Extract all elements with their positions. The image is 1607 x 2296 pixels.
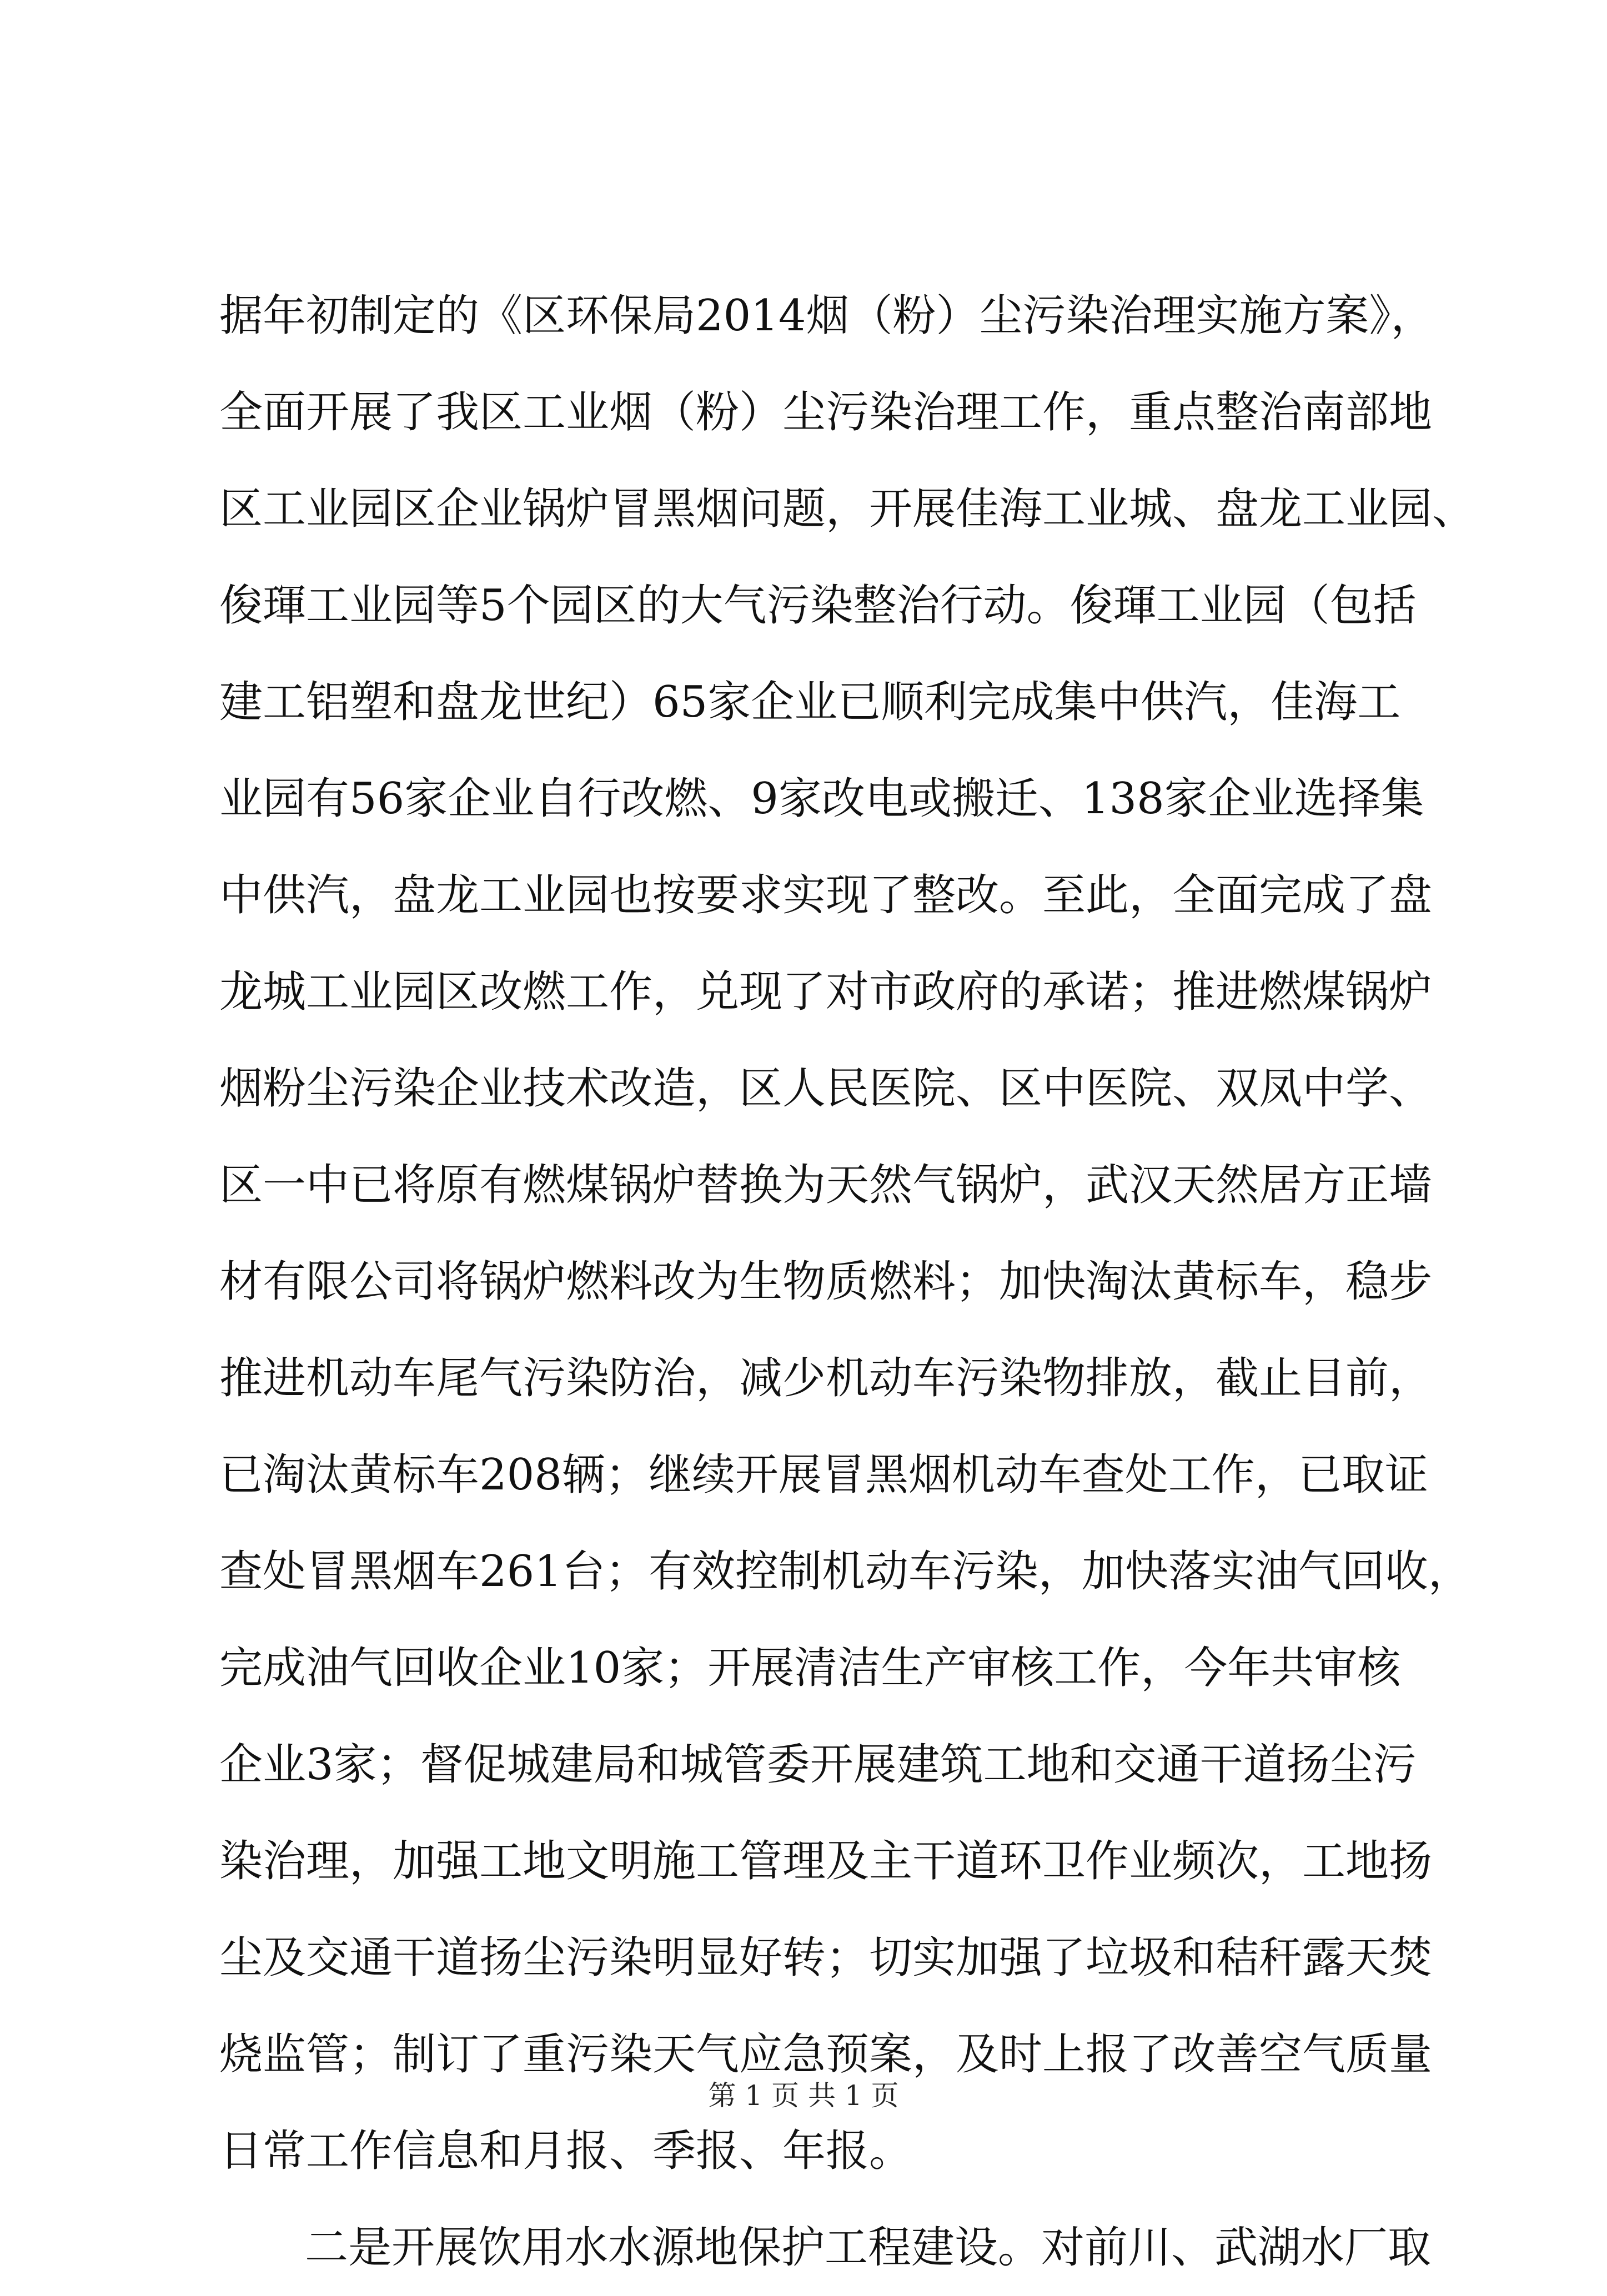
text-line-paragraph-end: 日常工作信息和月报、季报、年报。 — [219, 2126, 913, 2176]
text-line: 俊琿工业园等5个园区的大气污染整治行动。俊琿工业园（包括 — [219, 581, 1417, 631]
text-line: 烟粉尘污染企业技术改造，区人民医院、区中医院、双凤中学、 — [219, 1064, 1433, 1114]
text-line: 染治理，加强工地文明施工管理及主干道环卫作业频次，工地扬 — [219, 1836, 1433, 1886]
text-line: 尘及交通干道扬尘污染明显好转；切实加强了垃圾和秸秆露天焚 — [219, 1933, 1433, 1983]
text-line: 据年初制定的《区环保局2014烟（粉）尘污染治理实施方案》， — [219, 291, 1434, 341]
text-line: 查处冒黑烟车261台；有效控制机动车污染，加快落实油气回收， — [219, 1547, 1472, 1597]
text-line: 区工业园区企业锅炉冒黑烟问题，开展佳海工业城、盘龙工业园、 — [219, 484, 1476, 534]
text-line: 材有限公司将锅炉燃料改为生物质燃料；加快淘汰黄标车，稳步 — [219, 1257, 1433, 1307]
text-line: 烧监管；制订了重污染天气应急预案，及时上报了改善空气质量 — [219, 2030, 1433, 2080]
text-line: 中供汽，盘龙工业园也按要求实现了整改。至此，全面完成了盘 — [219, 870, 1433, 920]
text-line: 龙城工业园区改燃工作，兑现了对市政府的承诺；推进燃煤锅炉 — [219, 967, 1433, 1017]
page-footer: 第 1 页 共 1 页 — [708, 2080, 899, 2112]
text-line: 区一中已将原有燃煤锅炉替换为天然气锅炉，武汉天然居方正墙 — [219, 1160, 1433, 1210]
text-line: 推进机动车尾气污染防治，减少机动车污染物排放，截止目前， — [219, 1353, 1433, 1403]
text-line: 建工铝塑和盘龙世纪）65家企业已顺利完成集中供汽，佳海工 — [219, 677, 1401, 727]
text-line: 已淘汰黄标车208辆；继续开展冒黑烟机动车查处工作，已取证 — [219, 1450, 1428, 1500]
text-line-paragraph-start: 二是开展饮用水水源地保护工程建设。对前川、武湖水厂取 — [305, 2223, 1432, 2273]
text-line: 完成油气回收企业10家；开展清洁生产审核工作，今年共审核 — [219, 1643, 1401, 1693]
text-line: 全面开展了我区工业烟（粉）尘污染治理工作，重点整治南部地 — [219, 387, 1433, 437]
body-text — [219, 268, 1476, 2296]
text-line: 业园有56家企业自行改燃、9家改电或搬迁、138家企业选择集 — [219, 774, 1424, 824]
text-line: 企业3家；督促城建局和城管委开展建筑工地和交通干道扬尘污 — [219, 1740, 1417, 1790]
